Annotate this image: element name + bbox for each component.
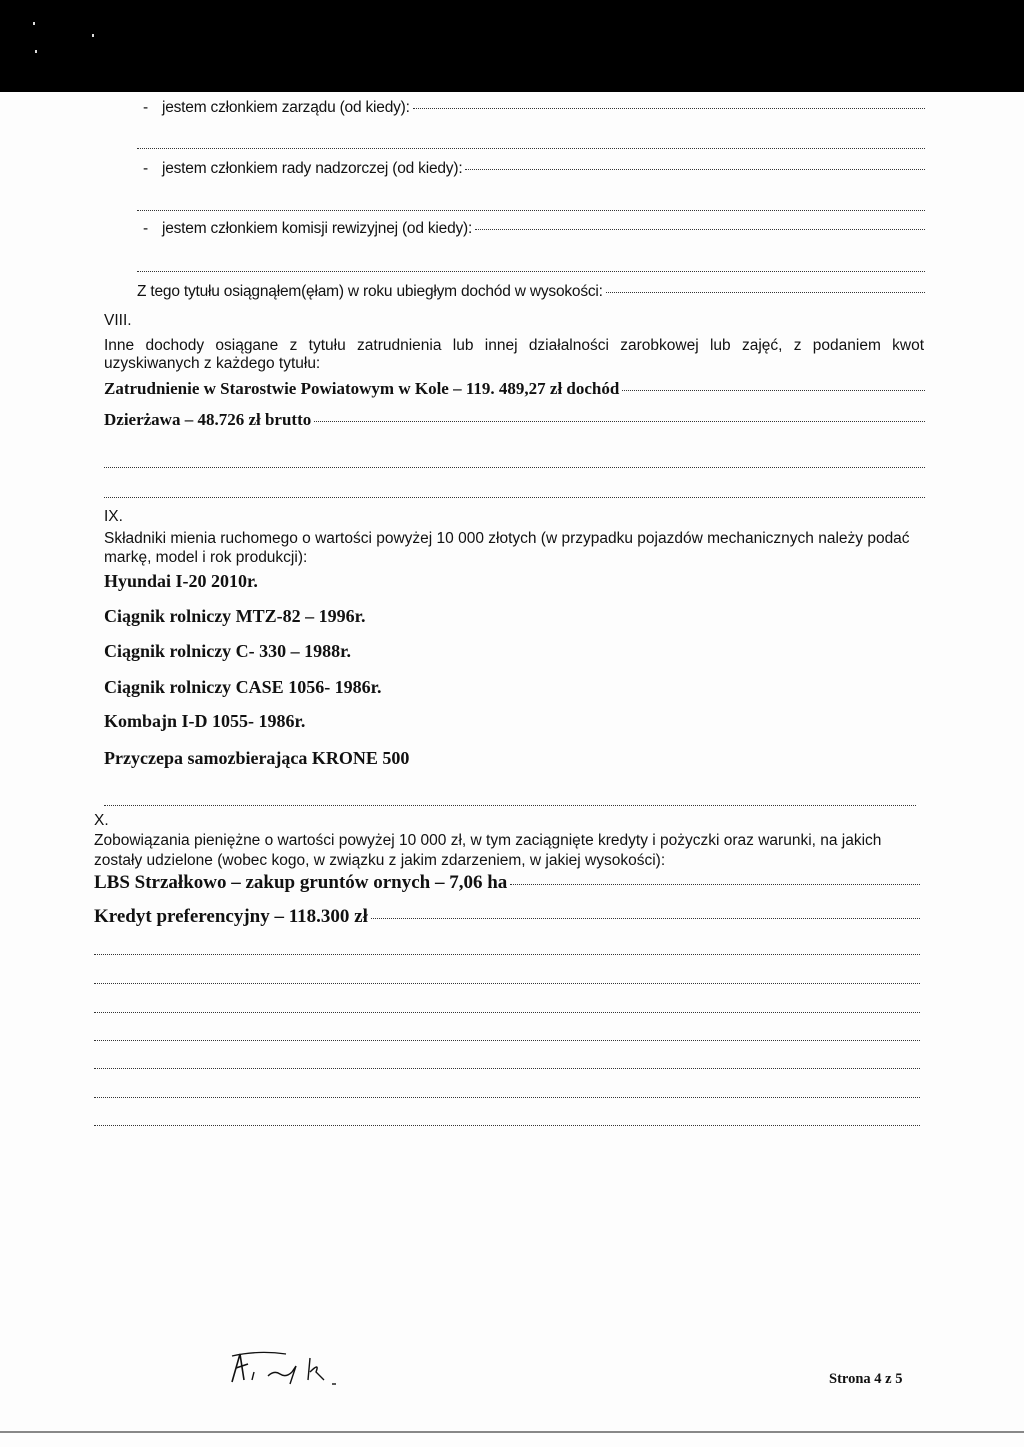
scan-speck xyxy=(92,34,94,37)
blank-fill-line xyxy=(104,805,916,806)
movable-asset-item: Ciągnik rolniczy CASE 1056- 1986r. xyxy=(104,677,382,697)
blank-fill-line xyxy=(94,954,920,955)
handwritten-signature xyxy=(228,1350,368,1395)
employment-income-line xyxy=(104,379,925,399)
section-heading-ix: IX. xyxy=(104,508,123,525)
movable-asset-item: Ciągnik rolniczy C- 330 – 1988r. xyxy=(104,641,352,661)
scan-speck xyxy=(35,50,37,53)
board-member-label: jestem członkiem zarządu (od kiedy): xyxy=(161,99,410,116)
section-heading-x: X. xyxy=(94,812,109,829)
movable-asset-item: Kombajn I-D 1055- 1986r. xyxy=(104,711,306,731)
blank-fill-line xyxy=(137,148,925,149)
section-ix-prompt-1: Składniki mienia ruchomego o wartości powyżej 10 000 złotych (w przypadku pojazdów mechanicznych należy podać xyxy=(104,530,910,547)
blank-fill-line xyxy=(104,467,925,468)
footer-rule xyxy=(0,1431,1024,1433)
section-viii-prompt-1: Inne dochody osiągane z tytułu zatrudnienia lub innej działalności zarobkowej lub zajęć, z podaniem kwot xyxy=(104,337,925,354)
section-heading-viii: VIII. xyxy=(104,312,132,329)
section-viii-prompt-2: uzyskiwanych z każdego tytułu: xyxy=(104,355,321,372)
page-number: Strona 4 z 5 xyxy=(829,1371,903,1387)
blank-fill-line xyxy=(94,1012,920,1013)
section-x-prompt-2: zostały udzielone (wobec kogo, w związku z jakim zdarzeniem, w jakiej wysokości): xyxy=(94,852,666,869)
movable-asset-item: Przyczepa samozbierająca KRONE 500 xyxy=(104,748,410,768)
blank-fill-line xyxy=(94,1125,920,1126)
lease-income-line xyxy=(104,410,925,430)
scan-dark-border xyxy=(0,0,1024,92)
income-label: Z tego tytułu osiągnąłem(ęłam) w roku ubiegłym dochód w wysokości: xyxy=(137,283,603,300)
blank-fill-line xyxy=(94,1040,920,1041)
employment-income: Zatrudnienie w Starostwie Powiatowym w Kole – 119. 489,27 zł dochód xyxy=(104,379,620,398)
section-ix-prompt-2: markę, model i rok produkcji): xyxy=(104,549,308,566)
board-member-line: - jestem członkiem zarządu (od kiedy): xyxy=(143,99,925,117)
loan-lbs: LBS Strzałkowo – zakup gruntów ornych – 7,06 ha xyxy=(94,872,508,893)
movable-asset-item: Ciągnik rolniczy MTZ-82 – 1996r. xyxy=(104,606,366,626)
blank-fill-line xyxy=(94,983,920,984)
blank-fill-line xyxy=(137,271,925,272)
blank-fill-line xyxy=(104,497,925,498)
audit-committee-line: - jestem członkiem komisji rewizyjnej (od kiedy): xyxy=(143,220,925,238)
supervisory-board-line: - jestem członkiem rady nadzorczej (od kiedy): xyxy=(143,160,925,178)
supervisory-board-label: jestem członkiem rady nadzorczej (od kiedy): xyxy=(161,160,463,177)
scan-speck xyxy=(33,22,35,25)
movable-asset-item: Hyundai I-20 2010r. xyxy=(104,571,258,591)
lease-income: Dzierżawa – 48.726 zł brutto xyxy=(104,410,312,429)
loan-lbs-line xyxy=(94,872,920,894)
audit-committee-label: jestem członkiem komisji rewizyjnej (od kiedy): xyxy=(161,220,473,237)
preferential-credit: Kredyt preferencyjny – 118.300 zł xyxy=(94,906,368,927)
preferential-credit-line xyxy=(94,906,920,928)
blank-fill-line xyxy=(94,1068,920,1069)
blank-fill-line xyxy=(137,210,925,211)
blank-fill-line xyxy=(94,1097,920,1098)
section-x-prompt-1: Zobowiązania pieniężne o wartości powyżej 10 000 zł, w tym zaciągnięte kredyty i pożyczki oraz warunki, na jakich xyxy=(94,832,882,849)
income-line xyxy=(137,283,925,301)
